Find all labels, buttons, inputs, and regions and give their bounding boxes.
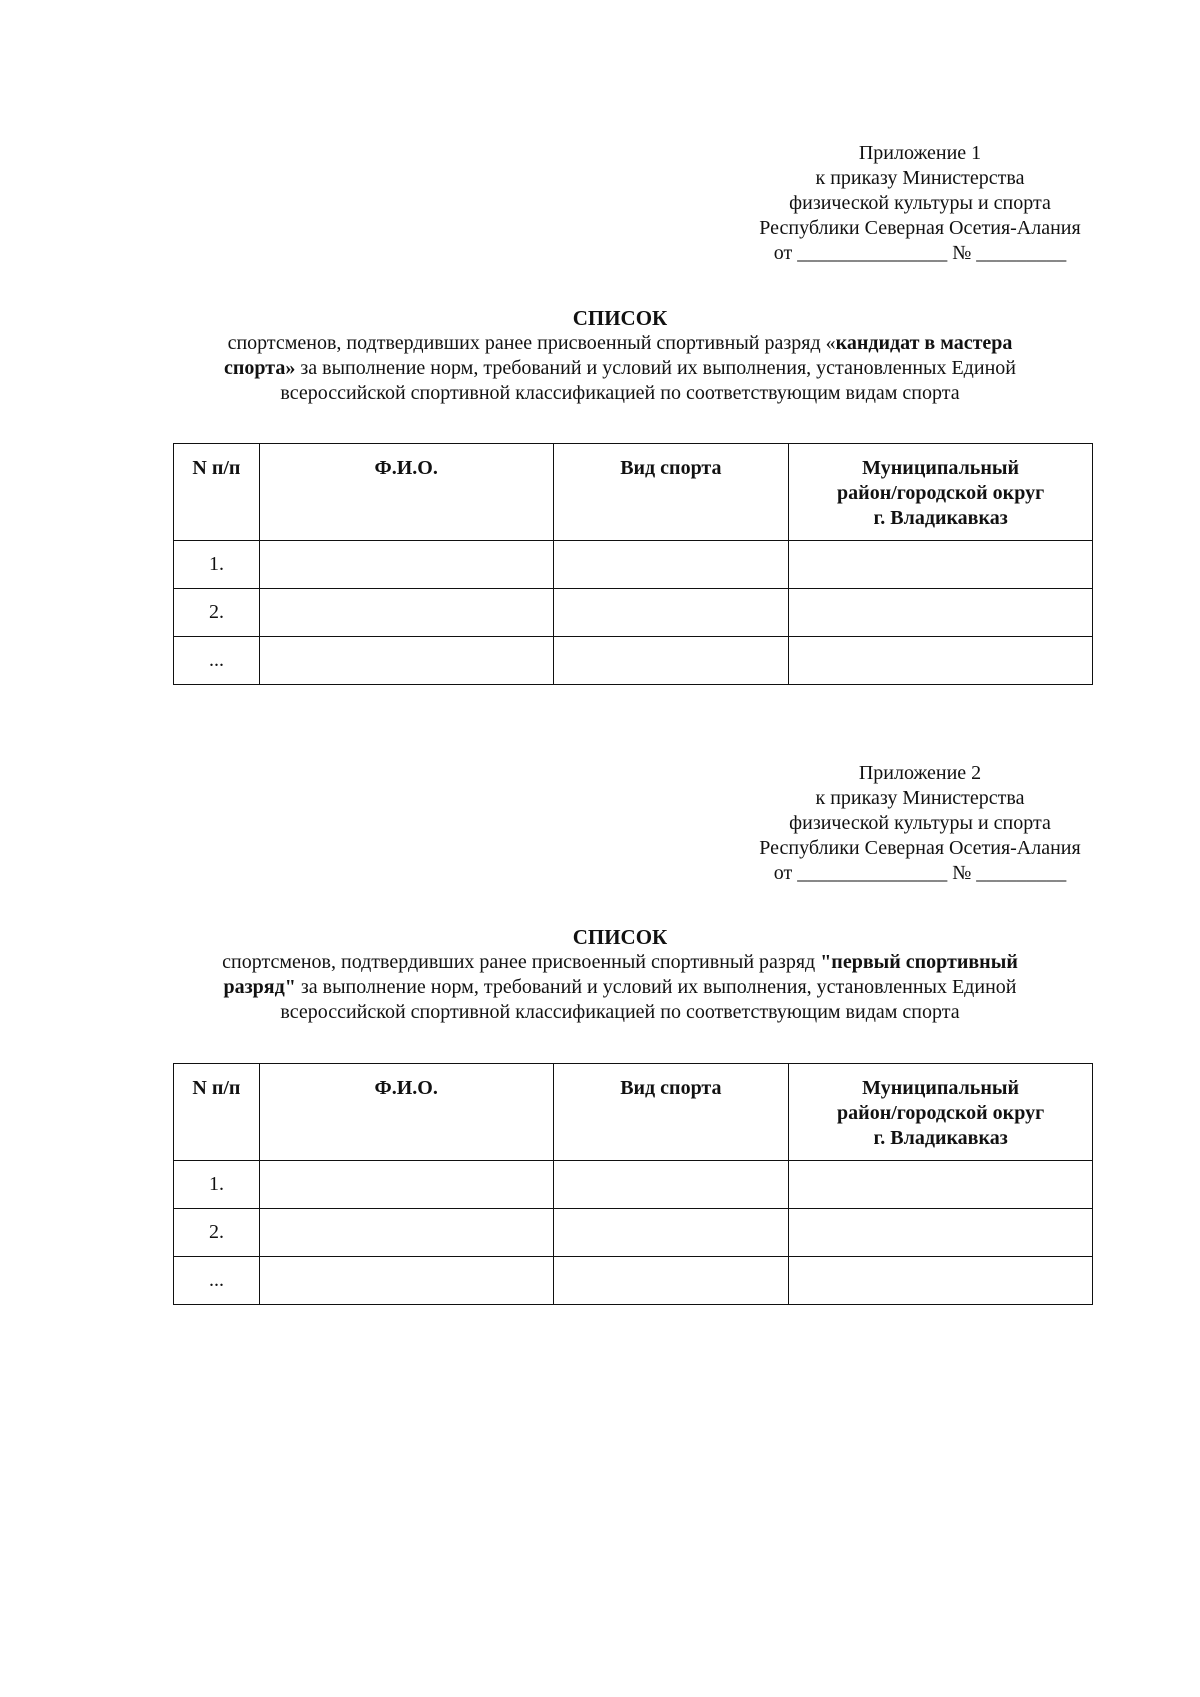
table-row	[174, 541, 1093, 589]
cell-sport[interactable]	[553, 1257, 789, 1305]
cell-municipality[interactable]	[789, 589, 1093, 637]
table-header-row	[174, 1064, 1093, 1161]
appendix-2-header	[700, 761, 1140, 886]
header-full-name: Ф.И.О.	[259, 444, 553, 541]
cell-number: 2.	[174, 589, 260, 637]
cell-number: 2.	[174, 1209, 260, 1257]
appendix-1-title: Приложение 1	[858, 142, 982, 164]
cell-number: 1.	[174, 541, 260, 589]
table-row	[174, 589, 1093, 637]
header-municipality: Муниципальный район/городской округ г. Владикавказ	[789, 1064, 1093, 1161]
header-municipality: Муниципальный район/городской округ г. Владикавказ	[789, 444, 1093, 541]
list-1-table	[173, 443, 1093, 685]
cell-sport[interactable]	[553, 589, 789, 637]
header-number: N п/п	[174, 1064, 260, 1161]
cell-full-name[interactable]	[259, 637, 553, 685]
appendix-1-ministry: физической культуры и спорта	[789, 192, 1051, 214]
table-row	[174, 1161, 1093, 1209]
cell-full-name[interactable]	[259, 541, 553, 589]
cell-full-name[interactable]	[259, 1257, 553, 1305]
cell-full-name[interactable]	[259, 589, 553, 637]
list-2-desc-line-1: спортсменов, подтвердивших ранее присвоенный спортивный разряд "первый спортивный	[222, 951, 1018, 973]
appendix-2-date-number: от _______________ № _________	[773, 862, 1067, 884]
table-header-row	[174, 444, 1093, 541]
appendix-2-order-ref: к приказу Министерства	[815, 787, 1025, 809]
appendix-1-order-ref: к приказу Министерства	[815, 167, 1025, 189]
list-2-heading	[160, 925, 1080, 1025]
cell-sport[interactable]	[553, 1209, 789, 1257]
list-1-desc-line-1: спортсменов, подтвердивших ранее присвоенный спортивный разряд «кандидат в мастера	[227, 332, 1013, 354]
appendix-2-republic: Республики Северная Осетия-Алания	[759, 837, 1081, 859]
list-2-desc-line-3: всероссийской спортивной классификацией по соответствующим видам спорта	[280, 1001, 960, 1023]
list-1-title: СПИСОК	[572, 306, 668, 330]
cell-sport[interactable]	[553, 637, 789, 685]
table-row	[174, 1257, 1093, 1305]
appendix-1-date-number: от _______________ № _________	[773, 242, 1067, 264]
list-1-desc-line-3: всероссийской спортивной классификацией по соответствующим видам спорта	[280, 382, 960, 404]
cell-municipality[interactable]	[789, 637, 1093, 685]
header-sport: Вид спорта	[553, 444, 789, 541]
cell-sport[interactable]	[553, 541, 789, 589]
cell-number: 1.	[174, 1161, 260, 1209]
header-sport: Вид спорта	[553, 1064, 789, 1161]
list-2-title: СПИСОК	[572, 925, 668, 949]
appendix-2-ministry: физической культуры и спорта	[789, 812, 1051, 834]
list-2-table	[173, 1063, 1093, 1305]
list-1-heading	[160, 306, 1080, 406]
cell-number: ...	[174, 637, 260, 685]
header-full-name: Ф.И.О.	[259, 1064, 553, 1161]
cell-sport[interactable]	[553, 1161, 789, 1209]
list-1-desc-line-2: спорта» за выполнение норм, требований и условий их выполнения, установленных Единой	[224, 357, 1016, 379]
appendix-1-republic: Республики Северная Осетия-Алания	[759, 217, 1081, 239]
table-row	[174, 1209, 1093, 1257]
cell-full-name[interactable]	[259, 1161, 553, 1209]
cell-full-name[interactable]	[259, 1209, 553, 1257]
list-2-desc-line-2: разряд" за выполнение норм, требований и условий их выполнения, установленных Единой	[223, 976, 1017, 998]
appendix-1-header	[700, 141, 1140, 266]
table-row	[174, 637, 1093, 685]
header-number: N п/п	[174, 444, 260, 541]
cell-municipality[interactable]	[789, 1209, 1093, 1257]
cell-number: ...	[174, 1257, 260, 1305]
appendix-2-title: Приложение 2	[858, 762, 982, 784]
cell-municipality[interactable]	[789, 541, 1093, 589]
cell-municipality[interactable]	[789, 1257, 1093, 1305]
cell-municipality[interactable]	[789, 1161, 1093, 1209]
